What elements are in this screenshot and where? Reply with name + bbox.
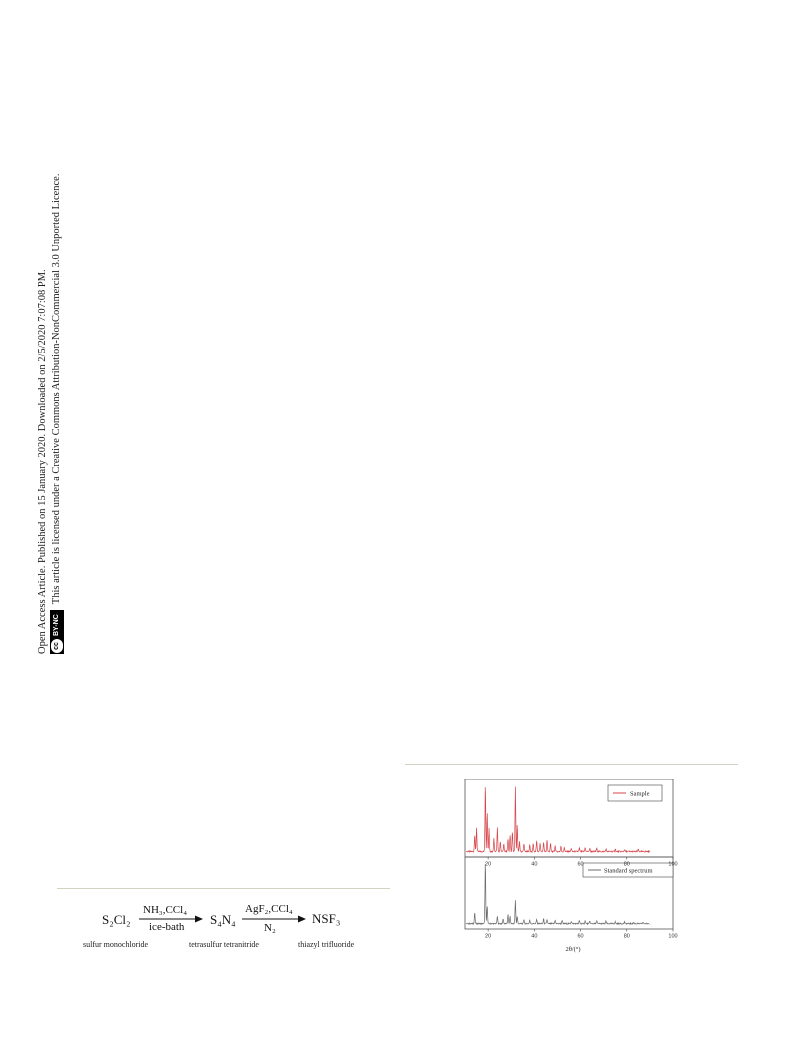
xrd-chart xyxy=(463,779,683,959)
product-name: thiazyl trifluoride xyxy=(298,940,355,949)
cc-icon: cc xyxy=(51,639,63,653)
step2-reagents: AgF₂,CCl₄ xyxy=(245,903,293,915)
license-side-banner xyxy=(0,0,60,1039)
license-line xyxy=(50,174,64,654)
intermediate-name: tetrasulfur tetranitride xyxy=(189,940,259,949)
publication-info-text: Open Access Article. Published on 15 January 2020. Downloaded on 2/5/2020 7:07:08 PM. xyxy=(37,269,48,654)
column-divider-left xyxy=(57,888,390,889)
reactant-formula: S₂Cl₂ xyxy=(102,912,131,927)
x-tick-label: 20 xyxy=(485,861,492,868)
reactant-name: sulfur monochloride xyxy=(83,940,149,949)
x-tick-label: 80 xyxy=(623,933,630,940)
x-tick-label: 40 xyxy=(531,933,538,940)
license-text[interactable]: This article is licensed under a Creative Commons Attribution-NonCommercial 3.0 Unported Licence. xyxy=(51,173,62,605)
standard-legend-label: Standard spectrum xyxy=(604,867,653,875)
reaction-arrow-1 xyxy=(139,916,203,923)
column-divider-right xyxy=(405,764,738,765)
product-formula: NSF₃ xyxy=(312,911,341,926)
reaction-arrow-2 xyxy=(242,916,306,923)
x-axis-ticks-bottom-panel xyxy=(485,929,678,940)
x-tick-label: 40 xyxy=(531,861,538,868)
sample-legend xyxy=(608,785,662,801)
x-tick-label: 60 xyxy=(577,861,584,868)
step1-reagents: NH₃,CCl₄ xyxy=(143,904,188,916)
x-tick-label: 100 xyxy=(668,861,678,868)
x-axis-label: 2θ/(°) xyxy=(565,946,581,953)
cc-by-nc-badge[interactable] xyxy=(50,610,64,654)
x-tick-label: 20 xyxy=(485,933,492,940)
x-tick-label: 60 xyxy=(577,933,584,940)
step2-conditions: N₂ xyxy=(264,922,276,934)
sample-legend-label: Sample xyxy=(630,790,650,798)
step1-conditions: ice-bath xyxy=(149,921,185,933)
xrd-figure xyxy=(463,779,683,959)
x-tick-label: 100 xyxy=(668,933,678,940)
intermediate-formula: S₄N₄ xyxy=(210,912,236,927)
license-rotated-block xyxy=(36,174,64,654)
x-tick-label: 80 xyxy=(623,861,630,868)
by-nc-label: BY-NC xyxy=(53,614,60,636)
publication-info-line xyxy=(36,174,50,654)
